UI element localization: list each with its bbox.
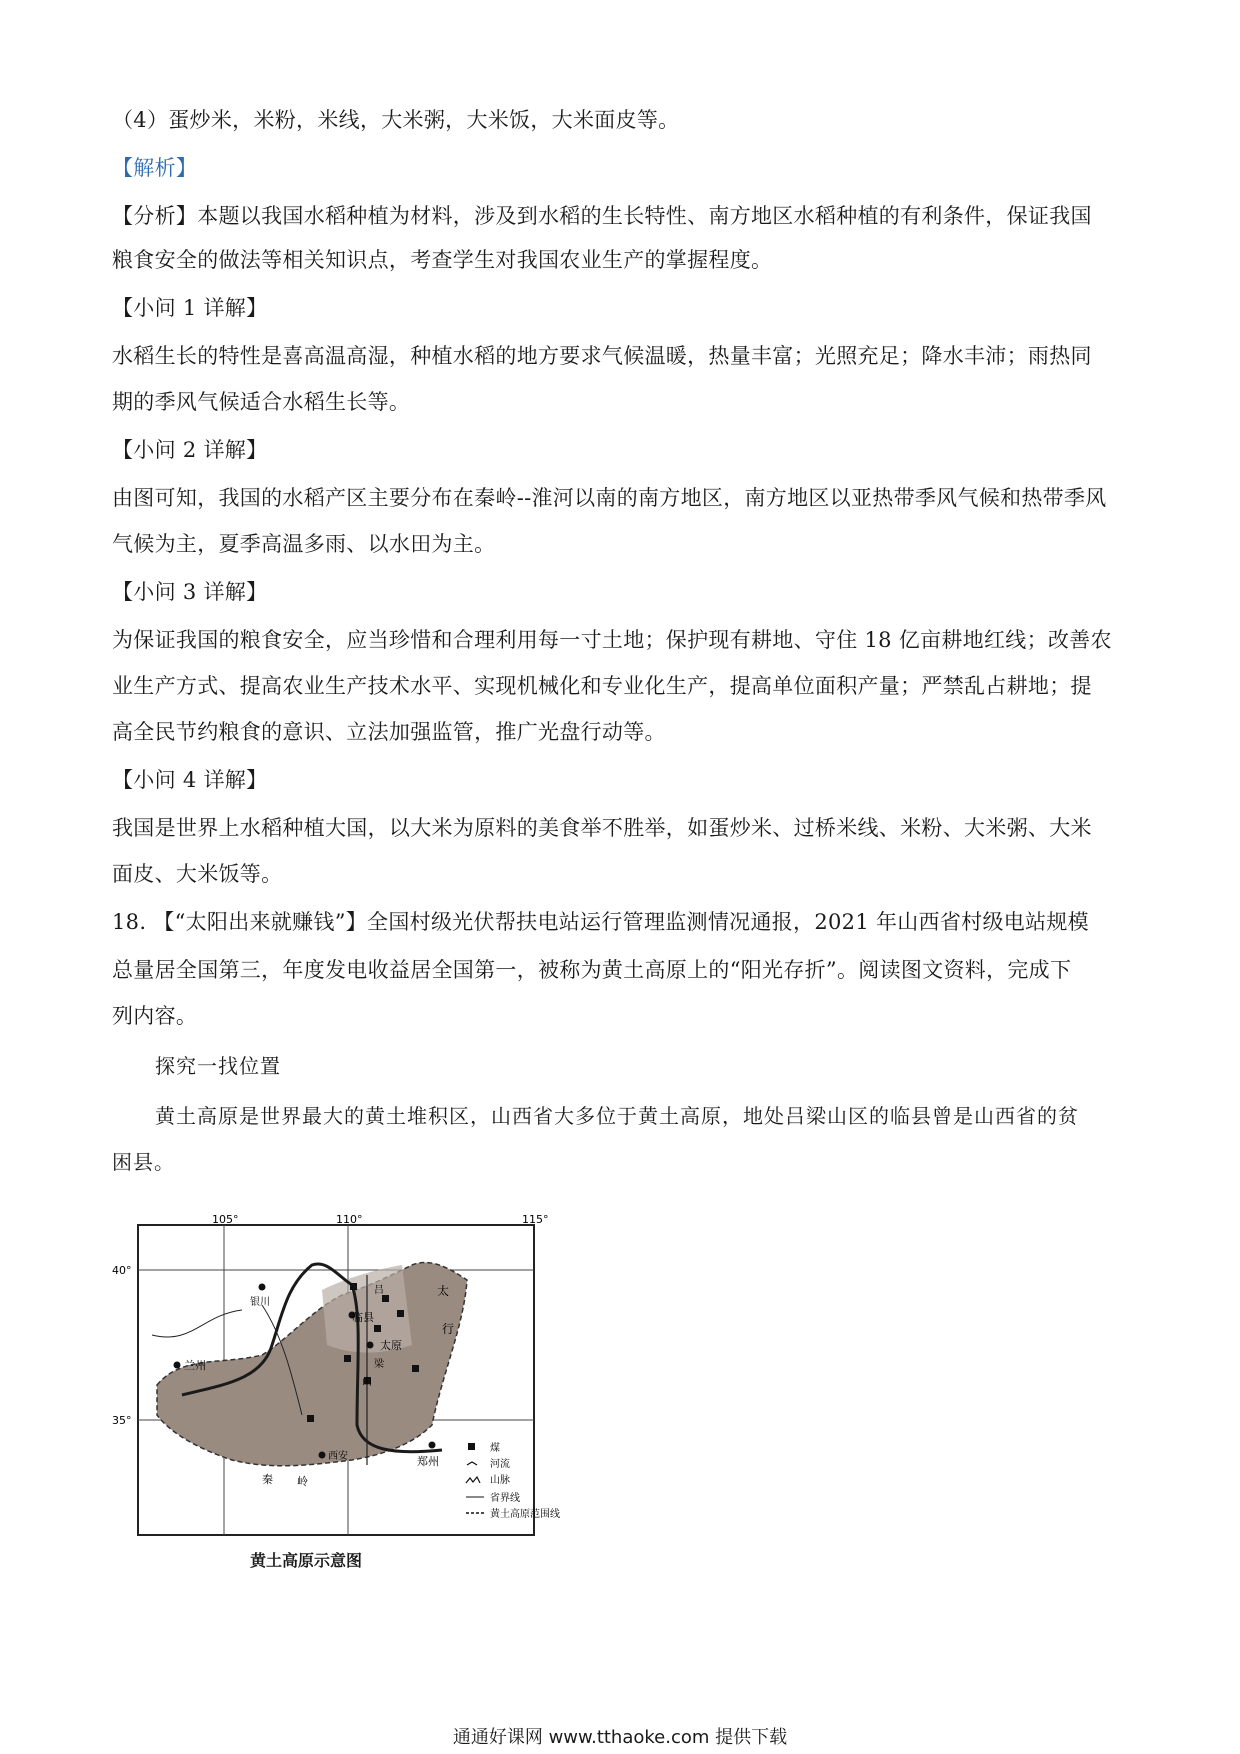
legend-plateau-range: 黄土高原范围线	[490, 1509, 560, 1520]
q4-heading: 【小问 4 详解】	[112, 768, 268, 792]
place-label: 银川	[250, 1297, 270, 1308]
q3-text: 高全民节约粮食的意识、立法加强监管，推广光盘行动等。	[112, 720, 666, 744]
loess-plateau-map	[112, 1215, 672, 1565]
explore-text: 困县。	[112, 1150, 175, 1174]
q1-heading: 【小问 1 详解】	[112, 296, 268, 320]
lon-label: 110°	[336, 1215, 363, 1226]
q2-heading: 【小问 2 详解】	[112, 438, 268, 462]
explore-heading: 探究一找位置	[155, 1054, 281, 1078]
place-label: 兰州	[184, 1359, 206, 1372]
place-label: 郑州	[417, 1455, 439, 1468]
lat-label: 35°	[112, 1414, 132, 1427]
place-label: 太	[437, 1284, 450, 1298]
q3-heading: 【小问 3 详解】	[112, 580, 268, 604]
q3-text: 为保证我国的粮食安全，应当珍惜和合理利用每一寸土地；保护现有耕地、守住 18 亿亩耕地红线；改善农	[112, 628, 1112, 652]
place-label: 临县	[352, 1311, 374, 1324]
q4-text: 我国是世界上水稻种植大国，以大米为原料的美食举不胜举，如蛋炒米、过桥米线、米粉、大米粥、大米	[112, 816, 1092, 840]
place-label: 秦	[262, 1473, 273, 1486]
q2-text: 气候为主，夏季高温多雨、以水田为主。	[112, 532, 496, 556]
q1-text: 期的季风气候适合水稻生长等。	[112, 390, 411, 414]
analysis-text: 粮食安全的做法等相关知识点，考查学生对我国农业生产的掌握程度。	[112, 248, 773, 272]
place-label: 太原	[380, 1339, 402, 1352]
q2-text: 由图可知，我国的水稻产区主要分布在秦岭--淮河以南的南方地区，南方地区以亚热带季风气候和热带季风	[112, 486, 1107, 510]
place-label: 西安	[328, 1451, 348, 1462]
q3-text: 业生产方式、提高农业生产技术水平、实现机械化和专业化生产，提高单位面积产量；严禁乱占耕地；提	[112, 674, 1092, 698]
q1-text: 水稻生长的特性是喜高温高湿，种植水稻的地方要求气候温暖，热量丰富；光照充足；降水丰沛；雨热同	[112, 344, 1092, 368]
place-label: 行	[442, 1322, 455, 1336]
lon-label: 115°	[522, 1215, 549, 1226]
legend-coal: 煤	[490, 1443, 500, 1454]
legend-river: 河流	[490, 1459, 510, 1470]
question-18: 列内容。	[112, 1004, 198, 1028]
place-label: 山	[362, 1377, 372, 1388]
analysis-heading: 【解析】	[112, 156, 198, 180]
lat-label: 40°	[112, 1264, 132, 1277]
page-footer: 通通好课网 www.tthaoke.com 提供下载	[452, 1727, 788, 1748]
answer-4: （4）蛋炒米，米粉，米线，大米粥，大米饭，大米面皮等。	[112, 108, 680, 132]
map-caption: 黄土高原示意图	[250, 1551, 363, 1570]
explore-text: 黄土高原是世界最大的黄土堆积区，山西省大多位于黄土高原，地处吕梁山区的临县曾是山西省的贫	[155, 1104, 1079, 1128]
place-label: 岭	[297, 1475, 308, 1488]
place-label: 吕	[374, 1285, 384, 1296]
legend-boundary: 省界线	[490, 1493, 520, 1504]
question-18: 总量居全国第三，年度发电收益居全国第一，被称为黄土高原上的“阳光存折”。阅读图文资料，完成下	[112, 958, 1072, 982]
lon-label: 105°	[212, 1215, 239, 1226]
legend-mountain: 山脉	[490, 1475, 510, 1486]
q4-text: 面皮、大米饭等。	[112, 862, 283, 886]
place-label: 梁	[374, 1359, 384, 1370]
question-18: 18. 【“太阳出来就赚钱”】全国村级光伏帮扶电站运行管理监测情况通报，2021 年山西省村级电站规模	[112, 910, 1089, 934]
analysis-text: 【分析】本题以我国水稻种植为材料，涉及到水稻的生长特性、南方地区水稻种植的有利条件，保证我国	[112, 204, 1092, 228]
